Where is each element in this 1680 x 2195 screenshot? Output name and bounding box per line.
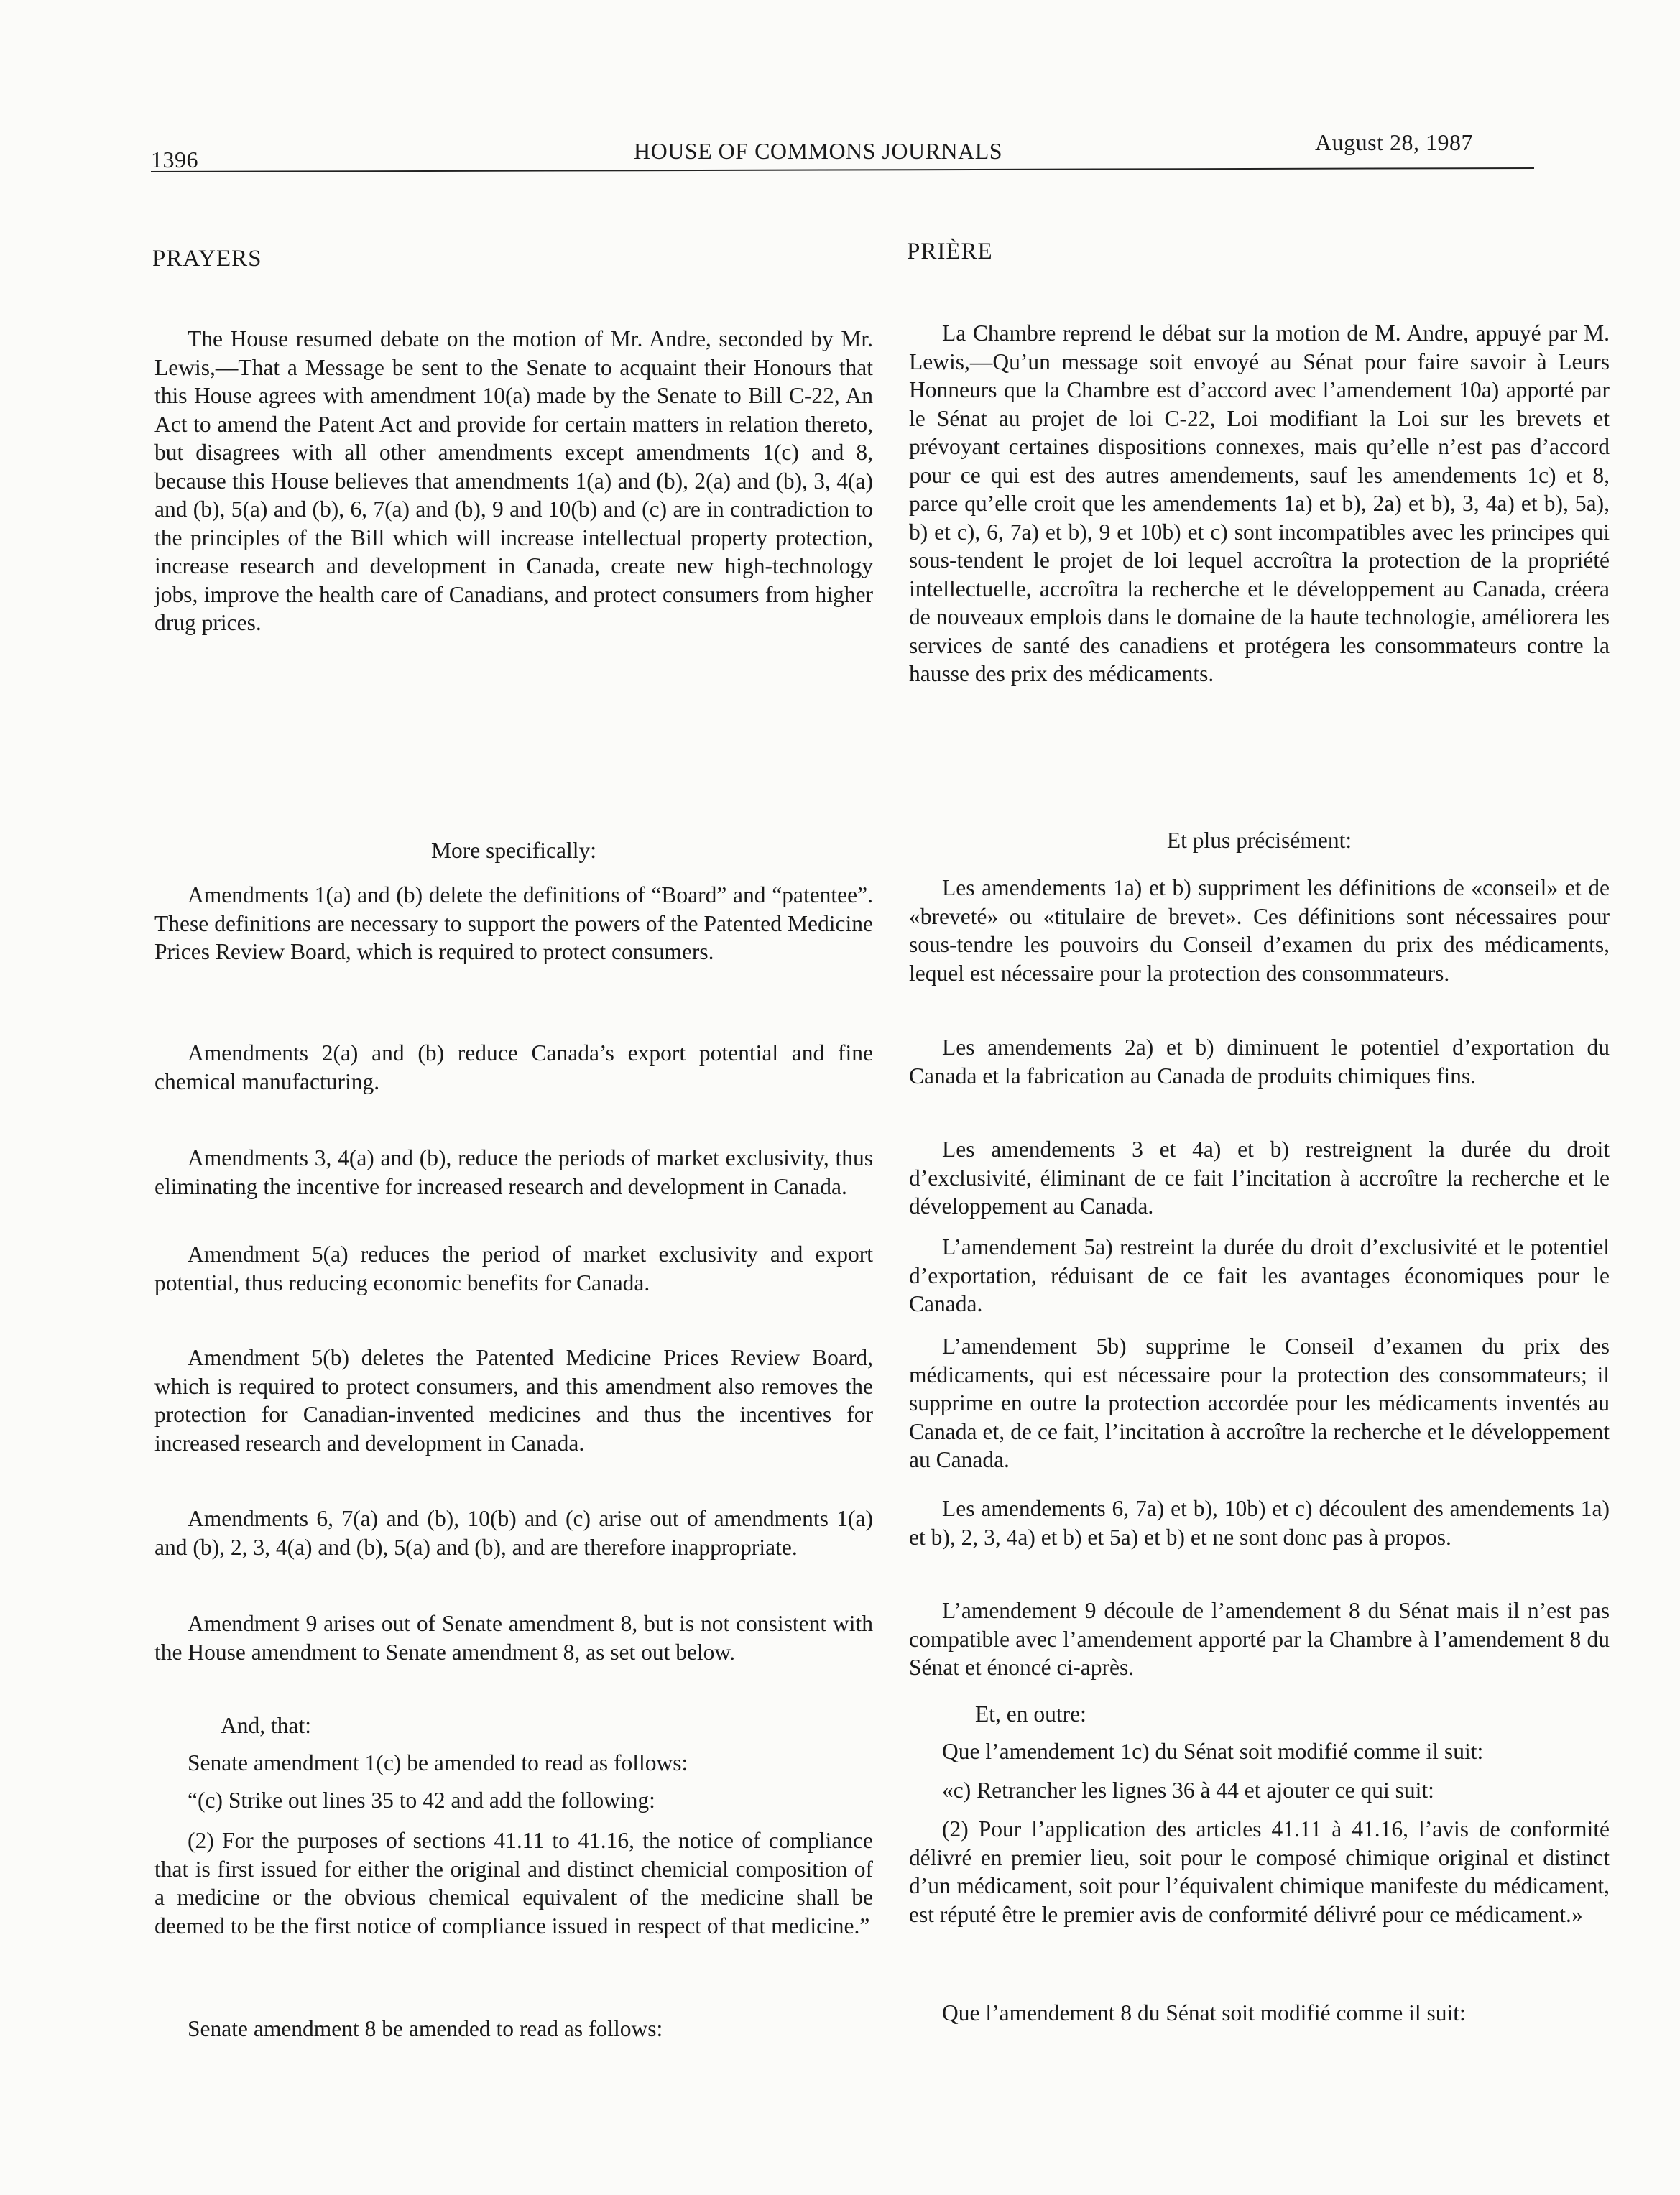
french-p7-block [909, 1596, 1610, 1682]
french-paragraph: Que l’amendement 1c) du Sénat soit modifié comme il suit: [942, 1739, 1484, 1764]
french-paragraph: (2) Pour l’application des articles 41.11 à 41.16, l’avis de conformité délivré en premier lieu, soit pour le composé chimique original et distinct d’un médicament, soit pour l’équivalent chimique manifeste du médicament, est réputé être le premier avis de conformité délivré pour ce médicament.» [909, 1816, 1610, 1927]
english-paragraph: “(c) Strike out lines 35 to 42 and add the following: [188, 1788, 655, 1813]
french-paragraph: Les amendements 3 et 4a) et b) restreignent la durée du droit d’exclusivité, éliminant de ce fait l’incitation à accroître la recherche et le développement au Canada. [909, 1137, 1610, 1219]
french-paragraph: Que l’amendement 8 du Sénat soit modifié comme il suit: [942, 2000, 1466, 2025]
heading-priere: PRIÈRE [907, 239, 993, 264]
french-more-specifically [909, 826, 1610, 855]
english-paragraph: Senate amendment 1(c) be amended to read as follows: [188, 1750, 688, 1775]
english-p11-block [154, 2015, 873, 2043]
french-and-that-block [909, 1700, 1610, 1729]
english-more-specifically [154, 836, 873, 865]
english-paragraph: Senate amendment 8 be amended to read as follows: [188, 2016, 663, 2041]
french-p9-block [909, 1776, 1610, 1805]
english-intro-paragraph: The House resumed debate on the motion of Mr. Andre, seconded by Mr. Lewis,—That a Message be sent to the Senate to acquaint their Honours that this House agrees with amendment 10(a) made by the Senate to Bill C-22, An Act to amend the Patent Act and provide for certain matters in relation thereto, but disagrees with all other amendments except amendments 1(c) and 8, because this House believes that amendments 1(a) and (b), 2(a) and (b), 3, 4(a) and (b), 5(a) and (b), 6, 7(a) and (b), 9 and 10(b) and (c) are in contradiction to the principles of the Bill which will increase intellectual property protection, increase research and development in Canada, create new high-technology jobs, improve the health care of Canadians, and protect consumers from higher drug prices. [154, 326, 873, 635]
french-more-specifically-label: Et plus précisément: [1166, 828, 1352, 853]
english-p6-block [154, 1505, 873, 1561]
english-paragraph: Amendment 5(a) reduces the period of market exclusivity and export potential, thus reducing economic benefits for Canada. [154, 1242, 873, 1295]
french-paragraph: «c) Retrancher les lignes 36 à 44 et ajouter ce qui suit: [942, 1778, 1434, 1803]
english-p2-block [154, 1039, 873, 1096]
french-paragraph: L’amendement 5a) restreint la durée du droit d’exclusivité et le potentiel d’exportation, réduisant de ce fait les avantages économiques pour le Canada. [909, 1234, 1610, 1316]
french-and-that: Et, en outre: [975, 1701, 1086, 1727]
french-paragraph: Les amendements 2a) et b) diminuent le potentiel d’exportation du Canada et la fabrication au Canada de produits chimiques fins. [909, 1035, 1610, 1089]
french-p3-block [909, 1135, 1610, 1221]
french-p2-block [909, 1033, 1610, 1090]
english-paragraph: Amendment 9 arises out of Senate amendment 8, but is not consistent with the House amendment to Senate amendment 8, as set out below. [154, 1611, 873, 1665]
french-paragraph: Les amendements 6, 7a) et b), 10b) et c) découlent des amendements 1a) et b), 2, 3, 4a) et b) et 5a) et b) et ne sont donc pas à propos. [909, 1496, 1610, 1550]
english-and-that-block [154, 1711, 873, 1740]
journal-date: August 28, 1987 [1315, 129, 1473, 155]
french-p11-block [909, 1999, 1610, 2028]
english-p8-block [154, 1749, 873, 1778]
english-p3-block [154, 1144, 873, 1201]
heading-prayers: PRAYERS [152, 246, 262, 272]
english-p7-block [154, 1609, 873, 1666]
french-p8-block [909, 1737, 1610, 1766]
english-p4-block [154, 1240, 873, 1297]
french-p10-block [909, 1815, 1610, 1928]
french-intro-paragraph: La Chambre reprend le débat sur la motion de M. Andre, appuyé par M. Lewis,—Qu’un message soit envoyé au Sénat pour faire savoir à Leurs Honneurs que la Chambre est d’accord avec l’amendement 10a) apporté par le Sénat au projet de loi C-22, Loi modifiant la Loi sur les brevets et prévoyant certaines dispositions connexes, mais qu’elle n’est pas d’accord pour ce qui est des autres amendements, sauf les amendements 1c) et 8, parce qu’elle croit que les amendements 1a) et b), 2a) et b), 3, 4a) et b), 5a), b) et c), 6, 7a) et b), 9 et 10b) et c) sont incompatibles avec les principes qui sous-tendent le projet de loi lequel accroîtra la protection de la propriété intellectuelle, accroîtra la recherche et le développement au Canada, créera de nouveaux emplois dans le domaine de la haute technologie, améliorera les services de santé des canadiens et protégera les consommateurs contre la hausse des prix des médicaments. [909, 320, 1610, 686]
french-paragraph: L’amendement 9 découle de l’amendement 8 du Sénat mais il n’est pas compatible avec l’amendement apporté par la Chambre à l’amendement 8 du Sénat et énoncé ci-après. [909, 1598, 1610, 1680]
english-and-that: And, that: [221, 1713, 311, 1738]
french-p1-block [909, 874, 1610, 987]
english-paragraph: Amendments 3, 4(a) and (b), reduce the periods of market exclusivity, thus eliminating the incentive for increased research and development in Canada. [154, 1145, 873, 1199]
english-paragraph: Amendments 1(a) and (b) delete the definitions of “Board” and “patentee”. These definitions are necessary to support the powers of the Patented Medicine Prices Review Board, which is required to protect consumers. [154, 882, 873, 964]
english-paragraph: Amendments 6, 7(a) and (b), 10(b) and (c) arise out of amendments 1(a) and (b), 2, 3, 4(a) and (b), 5(a) and (b), and are therefore inappropriate. [154, 1506, 873, 1560]
english-paragraph: Amendment 5(b) deletes the Patented Medicine Prices Review Board, which is required to protect consumers, and this amendment also removes the protection for Canadian-invented medicines and thus the incentives for increased research and development in Canada. [154, 1345, 873, 1456]
english-paragraph: Amendments 2(a) and (b) reduce Canada’s export potential and fine chemical manufacturing. [154, 1040, 873, 1094]
english-intro [154, 325, 873, 637]
french-p5-block [909, 1332, 1610, 1474]
english-p9-block [154, 1786, 873, 1815]
english-p1-block [154, 881, 873, 966]
english-p5-block [154, 1344, 873, 1457]
page-number: 1396 [151, 147, 198, 172]
french-intro [909, 319, 1610, 688]
english-more-specifically-label: More specifically: [430, 838, 597, 863]
french-p6-block [909, 1494, 1610, 1551]
english-p10-block [154, 1826, 873, 1940]
french-paragraph: L’amendement 5b) supprime le Conseil d’examen du prix des médicaments, qui est nécessaire pour la protection des consommateurs; il supprime en outre la protection accordée pour les médicaments inventés au Canada et, de ce fait, l’incitation à accroître la recherche et le développement au Canada. [909, 1334, 1610, 1472]
french-p4-block [909, 1233, 1610, 1318]
header-rule [151, 167, 1534, 172]
french-paragraph: Les amendements 1a) et b) suppriment les définitions de «conseil» et de «breveté» ou «titulaire de brevet». Ces définitions sont nécessaires pour sous-tendre les pouvoirs du Conseil d’examen du prix des médicaments, lequel est nécessaire pour la protection des consommateurs. [909, 875, 1610, 986]
english-paragraph: (2) For the purposes of sections 41.11 to 41.16, the notice of compliance that is first issued for either the original and distinct chemicial composition of a medicine or the obvious chemical equivalent of the medicine shall be deemed to be the first notice of compliance issued in respect of that medicine.” [154, 1828, 873, 1938]
journal-title: HOUSE OF COMMONS JOURNALS [634, 138, 1003, 164]
